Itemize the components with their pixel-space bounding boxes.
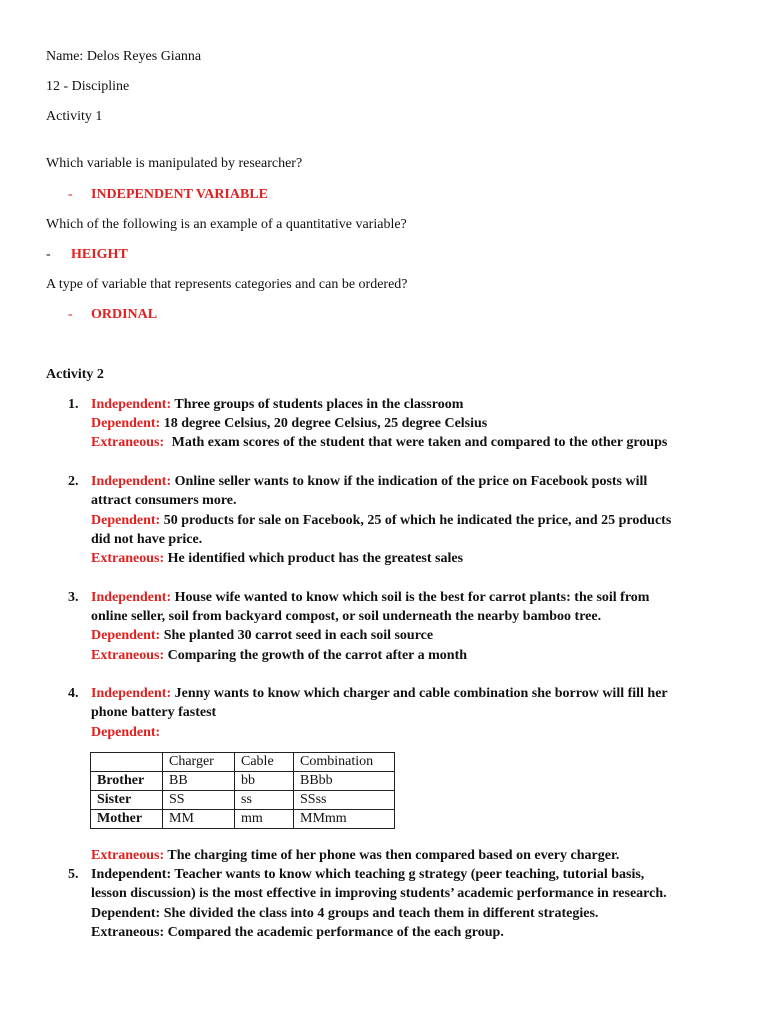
item-3-dependent (91, 627, 433, 645)
item-4-independent (91, 685, 668, 703)
item-5-extraneous-text: Compared the academic performance of the each group. (167, 925, 504, 940)
item-4-extraneous (91, 847, 619, 865)
item-1-dependent-text: 18 degree Celsius, 20 degree Celsius, 25 degree Celsius (163, 416, 488, 431)
item-2-independent-text-1: Online seller wants to know if the indication of the price on Facebook posts will (174, 474, 648, 489)
independent-label: Independent: (91, 397, 172, 412)
item-3-extraneous-text: Comparing the growth of the carrot after a month (167, 648, 468, 663)
item-3-number: 3. (68, 590, 79, 605)
table-header-cell: Cable (235, 753, 294, 772)
item-3-independent-text-2: online seller, soil from backyard compost, or soil underneath the nearby bamboo tree. (91, 609, 602, 624)
item-5-dependent-label: Dependent: (91, 906, 161, 921)
question-2: Which of the following is an example of a quantitative variable? (46, 217, 407, 232)
item-1-extraneous-text: Math exam scores of the student that were taken and compared to the other groups (171, 435, 668, 450)
table-cell: SSss (294, 791, 395, 810)
item-5-independent-text-2: lesson discussion) is the most effective in improving students’ academic performance in research. (91, 886, 667, 901)
item-3-independent (91, 589, 649, 607)
extraneous-label: Extraneous: (91, 848, 165, 863)
dependent-label: Dependent: (91, 725, 161, 740)
answer-3: ORDINAL (91, 307, 158, 322)
dependent-label: Dependent: (91, 628, 161, 643)
table-row (91, 810, 395, 829)
table-cell: BBbb (294, 772, 395, 791)
table-cell: Brother (91, 772, 163, 791)
table-header-cell (91, 753, 163, 772)
section-label: 12 - Discipline (46, 79, 130, 94)
item-5-extraneous (91, 924, 504, 942)
item-2-independent (91, 473, 647, 491)
item-4-number: 4. (68, 686, 79, 701)
independent-label: Independent: (91, 474, 172, 489)
dependent-label: Dependent: (91, 416, 161, 431)
student-name: Name: Delos Reyes Gianna (46, 49, 202, 64)
item-5-dependent (91, 905, 598, 923)
item-3-extraneous (91, 647, 467, 665)
item-2-extraneous (91, 550, 463, 568)
activity1-title: Activity 1 (46, 109, 103, 124)
item-1-number: 1. (68, 397, 79, 412)
table-header-cell: Combination (294, 753, 395, 772)
item-4-independent-text-2: phone battery fastest (91, 705, 217, 720)
table-cell: bb (235, 772, 294, 791)
item-5-independent-text-1: Teacher wants to know which teaching g strategy (peer teaching, tutorial basis, (174, 867, 645, 882)
item-5-independent (91, 866, 644, 884)
independent-label: Independent: (91, 590, 172, 605)
extraneous-label: Extraneous: (91, 648, 165, 663)
item-3-dependent-text: She planted 30 carrot seed in each soil source (163, 628, 434, 643)
question-3: A type of variable that represents categories and can be ordered? (46, 277, 408, 292)
item-1-extraneous (91, 434, 667, 452)
item-5-number: 5. (68, 867, 79, 882)
dependent-label: Dependent: (91, 513, 161, 528)
answer-1-dash: - (68, 187, 73, 202)
table-header-cell: Charger (163, 753, 235, 772)
table-cell: BB (163, 772, 235, 791)
extraneous-label: Extraneous: (91, 551, 165, 566)
answer-2: HEIGHT (71, 247, 128, 262)
table-row (91, 791, 395, 810)
item-5-dependent-text: She divided the class into 4 groups and teach them in different strategies. (163, 906, 599, 921)
item-4-independent-text-1: Jenny wants to know which charger and cable combination she borrow will fill her (174, 686, 668, 701)
answer-2-dash: - (46, 247, 51, 262)
item-3-independent-text-1: House wife wanted to know which soil is the best for carrot plants: the soil from (174, 590, 650, 605)
item-5-extraneous-label: Extraneous: (91, 925, 165, 940)
extraneous-label: Extraneous: (91, 435, 165, 450)
item-1-independent (91, 396, 463, 414)
item-4-extraneous-text: The charging time of her phone was then compared based on every charger. (167, 848, 620, 863)
charger-cable-table (90, 752, 395, 829)
table-cell: SS (163, 791, 235, 810)
table-cell: MM (163, 810, 235, 829)
table-cell: ss (235, 791, 294, 810)
item-1-dependent (91, 415, 487, 433)
item-5-independent-label: Independent: (91, 867, 172, 882)
item-2-dependent (91, 512, 671, 530)
item-2-independent-text-2: attract consumers more. (91, 493, 237, 508)
table-cell: mm (235, 810, 294, 829)
answer-3-dash: - (68, 307, 73, 322)
answer-1: INDEPENDENT VARIABLE (91, 187, 268, 202)
table-cell: Sister (91, 791, 163, 810)
item-2-dependent-text-2: did not have price. (91, 532, 203, 547)
table-header-row (91, 753, 395, 772)
item-4-dependent (91, 724, 160, 742)
item-2-extraneous-text: He identified which product has the greatest sales (167, 551, 464, 566)
item-2-number: 2. (68, 474, 79, 489)
table-row (91, 772, 395, 791)
item-1-independent-text: Three groups of students places in the classroom (174, 397, 464, 412)
question-1: Which variable is manipulated by researcher? (46, 156, 303, 171)
table-cell: MMmm (294, 810, 395, 829)
independent-label: Independent: (91, 686, 172, 701)
activity2-title: Activity 2 (46, 367, 104, 382)
table-cell: Mother (91, 810, 163, 829)
item-2-dependent-text-1: 50 products for sale on Facebook, 25 of which he indicated the price, and 25 products (163, 513, 672, 528)
